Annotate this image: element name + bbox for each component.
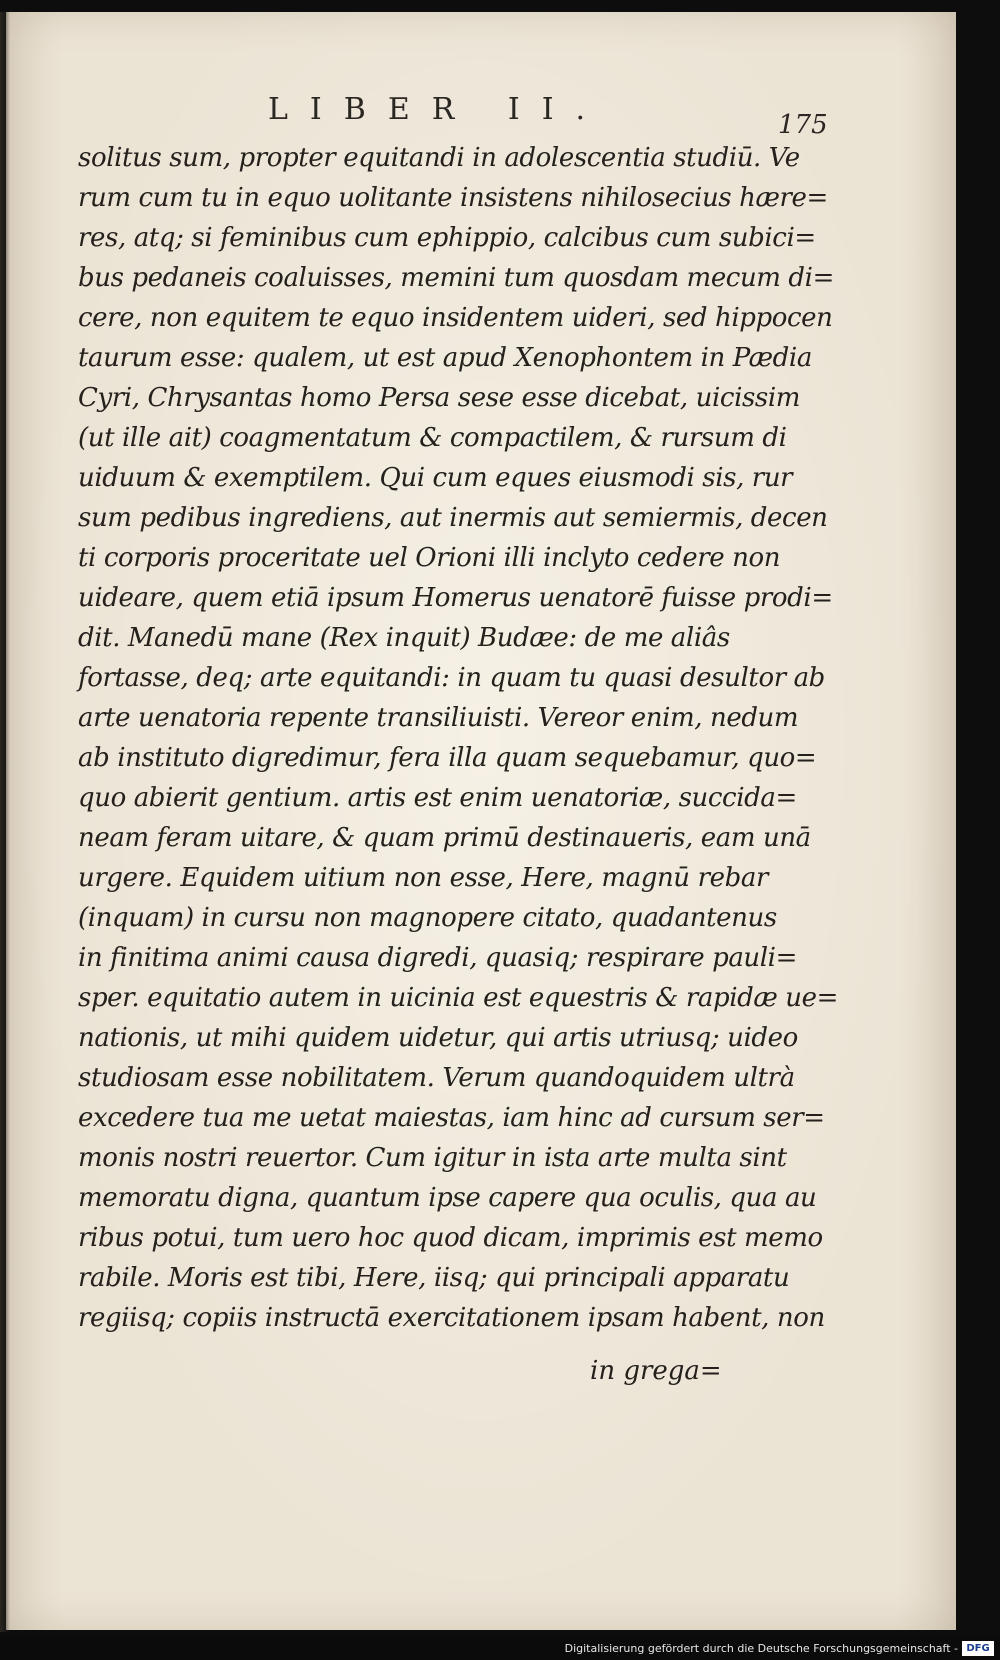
text-line: urgere. Equidem uitium non esse, Here, magnū rebar [78, 863, 768, 893]
page-gutter-shadow [0, 12, 10, 1632]
text-line: bus pedaneis coaluisses, memini tum quosdam mecum di= [78, 263, 834, 293]
text-line: memoratu digna, quantum ipse capere qua oculis, qua au [78, 1183, 817, 1213]
text-line: regiisq; copiis instructā exercitationem ipsam habent, non [78, 1303, 825, 1333]
text-line: taurum esse: qualem, ut est apud Xenophontem in Pædia [78, 343, 812, 373]
text-line: dit. Manedū mane (Rex inquit) Budæe: de me aliâs [78, 623, 730, 653]
text-line: in finitima animi causa digredi, quasiq; respirare pauli= [78, 943, 797, 973]
text-line: arte uenatoria repente transiliuisti. Vereor enim, nedum [78, 703, 799, 733]
dfg-logo-icon: DFG [962, 1641, 994, 1656]
text-line: uideare, quem etiā ipsum Homerus uenatorē fuisse prodi= [78, 583, 833, 613]
text-line: (ut ille ait) coagmentatum & compactilem, & rursum di [78, 423, 787, 453]
text-line: Cyri, Chrysantas homo Persa sese esse dicebat, uicissim [78, 383, 801, 413]
text-line: uiduum & exemptilem. Qui cum eques eiusmodi sis, rur [78, 463, 793, 493]
text-line: monis nostri reuertor. Cum igitur in ista arte multa sint [78, 1143, 787, 1173]
text-line: fortasse, deq; arte equitandi: in quam tu quasi desultor ab [78, 663, 825, 693]
text-line: neam feram uitare, & quam primū destinaueris, eam unā [78, 823, 811, 853]
text-line: rum cum tu in equo uolitante insistens nihilosecius hære= [78, 183, 828, 213]
text-block [78, 138, 838, 1338]
text-line: solitus sum, propter equitandi in adolescentia studiū. Ve [78, 143, 800, 173]
text-line: excedere tua me uetat maiestas, iam hinc ad cursum ser= [78, 1103, 825, 1133]
text-line: ribus potui, tum uero hoc quod dicam, imprimis est memo [78, 1223, 823, 1253]
text-line: quo abierit gentium. artis est enim uenatoriæ, succida= [78, 783, 797, 813]
text-line: studiosam esse nobilitatem. Verum quandoquidem ultrà [78, 1063, 795, 1093]
text-line: ab instituto digredimur, fera illa quam sequebamur, quo= [78, 743, 817, 773]
page-number: 175 [778, 110, 828, 140]
text-line: (inquam) in cursu non magnopere citato, quadantenus [78, 903, 777, 933]
running-head: LIBER II. [268, 92, 608, 127]
text-line: sper. equitatio autem in uicinia est equestris & rapidæ ue= [78, 983, 838, 1013]
catchword: in grega= [590, 1356, 722, 1386]
text-line: sum pedibus ingrediens, aut inermis aut semiermis, decen [78, 503, 828, 533]
text-line: rabile. Moris est tibi, Here, iisq; qui principali apparatu [78, 1263, 790, 1293]
footer-bar [0, 1636, 1000, 1660]
text-line: ti corporis proceritate uel Orioni illi inclyto cedere non [78, 543, 781, 573]
text-line: res, atq; si feminibus cum ephippio, calcibus cum subici= [78, 223, 816, 253]
funding-credit: Digitalisierung gefördert durch die Deutsche Forschungsgemeinschaft - [564, 1642, 958, 1655]
text-line: cere, non equitem te equo insidentem uideri, sed hippocen [78, 303, 833, 333]
text-line: nationis, ut mihi quidem uidetur, qui artis utriusq; uideo [78, 1023, 798, 1053]
